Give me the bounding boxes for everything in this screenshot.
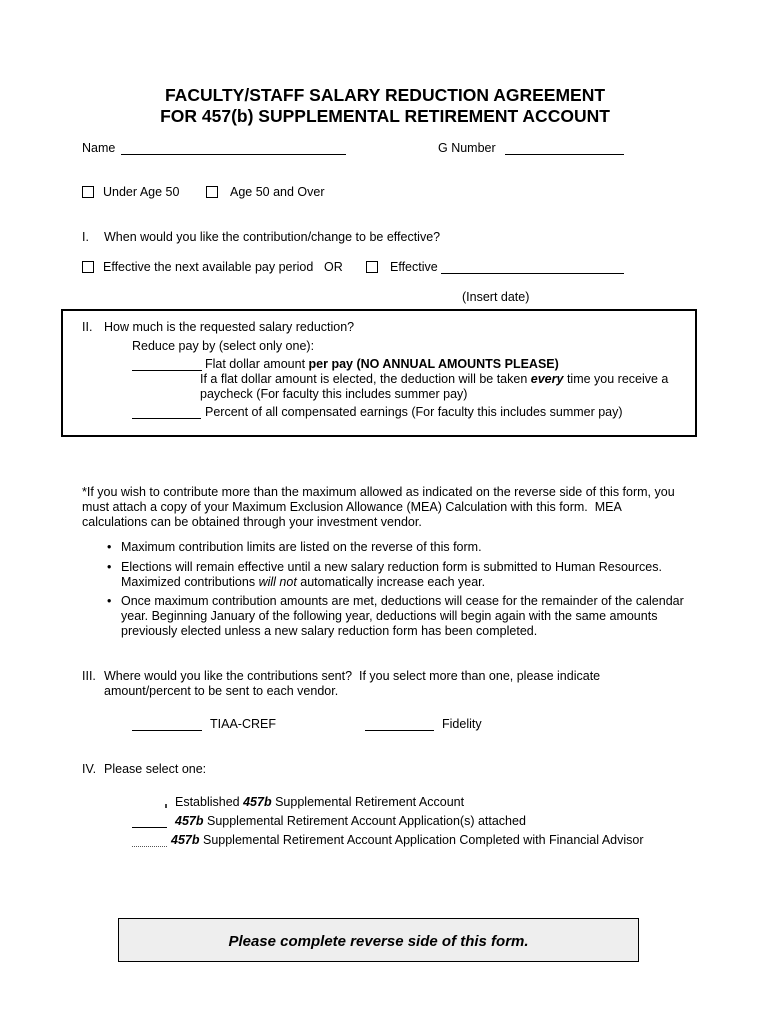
- section-3-question-line: Where would you like the contributions sent? If you select more than one, please indicate: [104, 669, 601, 683]
- flat-amount-label-text: Flat dollar amount: [205, 357, 306, 371]
- tiaa-cref-amount-field[interactable]: [132, 717, 202, 731]
- name-label: Name: [82, 141, 116, 155]
- section-2-instruction: Reduce pay by (select only one):: [132, 339, 315, 353]
- established-account-field[interactable]: [132, 795, 167, 809]
- section-4-prompt: Please select one:: [104, 762, 207, 776]
- application-attached-field[interactable]: [132, 814, 167, 828]
- section-4-numeral: IV.: [82, 762, 97, 776]
- option-plan: 457b: [175, 814, 204, 828]
- under-50-label: Under Age 50: [103, 185, 180, 199]
- reverse-side-notice: [118, 918, 639, 962]
- option-plan: 457b: [243, 795, 272, 809]
- bullet-elections-line2: [121, 575, 485, 590]
- or-label: OR: [324, 260, 343, 274]
- financial-advisor-option: [171, 833, 644, 848]
- section-2-numeral: II.: [82, 320, 93, 334]
- bullet-maximum-met-line: previously elected unless a new salary reduction form has been completed.: [121, 624, 538, 638]
- option-prefix: Established: [175, 795, 240, 809]
- bullet-elections-emphasis: will not: [258, 575, 297, 589]
- name-field[interactable]: [121, 141, 346, 155]
- section-1-numeral: I.: [82, 230, 89, 244]
- note-text-start: If a flat dollar amount is elected, the deduction will be taken: [200, 372, 528, 386]
- flat-amount-field[interactable]: [132, 357, 202, 371]
- section-1-question: When would you like the contribution/change to be effective?: [104, 230, 441, 244]
- fidelity-amount-field[interactable]: [365, 717, 434, 731]
- insert-date-hint: (Insert date): [462, 290, 530, 304]
- flat-amount-label-bold: per pay (NO ANNUAL AMOUNTS PLEASE): [308, 357, 559, 371]
- option-plan: 457b: [171, 833, 200, 847]
- note-emphasis: every: [530, 372, 564, 386]
- bullet-elections-line1: • Elections will remain effective until a new salary reduction form is submitted to Human Resources.: [121, 560, 662, 575]
- effective-date-field[interactable]: [441, 260, 624, 274]
- bullet-maximum-met-line: year. Beginning January of the following year, deductions will begin again with the same amounts: [121, 609, 658, 623]
- established-account-option: [175, 795, 464, 810]
- option-text: Supplemental Retirement Account: [275, 795, 465, 809]
- option-text: Supplemental Retirement Account Application(s) attached: [206, 814, 526, 828]
- fidelity-label: Fidelity: [442, 717, 482, 731]
- under-50-checkbox[interactable]: [82, 186, 94, 198]
- age-50-and-over-label: Age 50 and Over: [230, 185, 325, 199]
- age-50-and-over-checkbox[interactable]: [206, 186, 218, 198]
- flat-amount-note-line1: [200, 372, 668, 387]
- percent-label: Percent of all compensated earnings (For faculty this includes summer pay): [205, 405, 623, 419]
- blank-tick-mark: [165, 804, 167, 808]
- maximum-notice-line: *If you wish to contribute more than the maximum allowed as indicated on the reverse side of this form, you: [82, 485, 675, 499]
- g-number-field[interactable]: [505, 141, 624, 155]
- note-text-end: time you receive a: [566, 372, 669, 386]
- maximum-notice-line: must attach a copy of your Maximum Exclusion Allowance (MEA) Calculation with this form. MEA: [82, 500, 622, 514]
- form-title-line2: FOR 457(b) SUPPLEMENTAL RETIREMENT ACCOUNT: [160, 106, 610, 126]
- form-title-line1: FACULTY/STAFF SALARY REDUCTION AGREEMENT: [164, 85, 606, 105]
- next-pay-period-label: Effective the next available pay period: [103, 260, 314, 274]
- flat-amount-note-line2: paycheck (For faculty this includes summer pay): [200, 387, 468, 401]
- tiaa-cref-label: TIAA-CREF: [210, 717, 276, 731]
- application-attached-option: [175, 814, 526, 829]
- reverse-side-notice-text: Please complete reverse side of this form.: [228, 933, 529, 950]
- bullet-limits: • Maximum contribution limits are listed on the reverse of this form.: [121, 540, 482, 555]
- flat-amount-label: [205, 357, 559, 372]
- maximum-notice-line: calculations can be obtained through your investment vendor.: [82, 515, 422, 529]
- option-text: Supplemental Retirement Account Application Completed with Financial Advisor: [202, 833, 644, 847]
- bullet-maximum-met-line: • Once maximum contribution amounts are met, deductions will cease for the remainder of the calendar: [121, 594, 684, 609]
- section-3-question-line: amount/percent to be sent to each vendor.: [104, 684, 339, 698]
- effective-date-checkbox[interactable]: [366, 261, 378, 273]
- percent-field[interactable]: [132, 405, 201, 419]
- financial-advisor-field[interactable]: [132, 833, 167, 847]
- bullet-elections-text-start: Maximized contributions: [121, 575, 256, 589]
- bullet-elections-text-end: automatically increase each year.: [300, 575, 486, 589]
- next-pay-period-checkbox[interactable]: [82, 261, 94, 273]
- section-2-question: How much is the requested salary reduction?: [104, 320, 355, 334]
- effective-date-label: Effective: [390, 260, 438, 274]
- g-number-label: G Number: [438, 141, 496, 155]
- section-3-numeral: III.: [82, 669, 96, 683]
